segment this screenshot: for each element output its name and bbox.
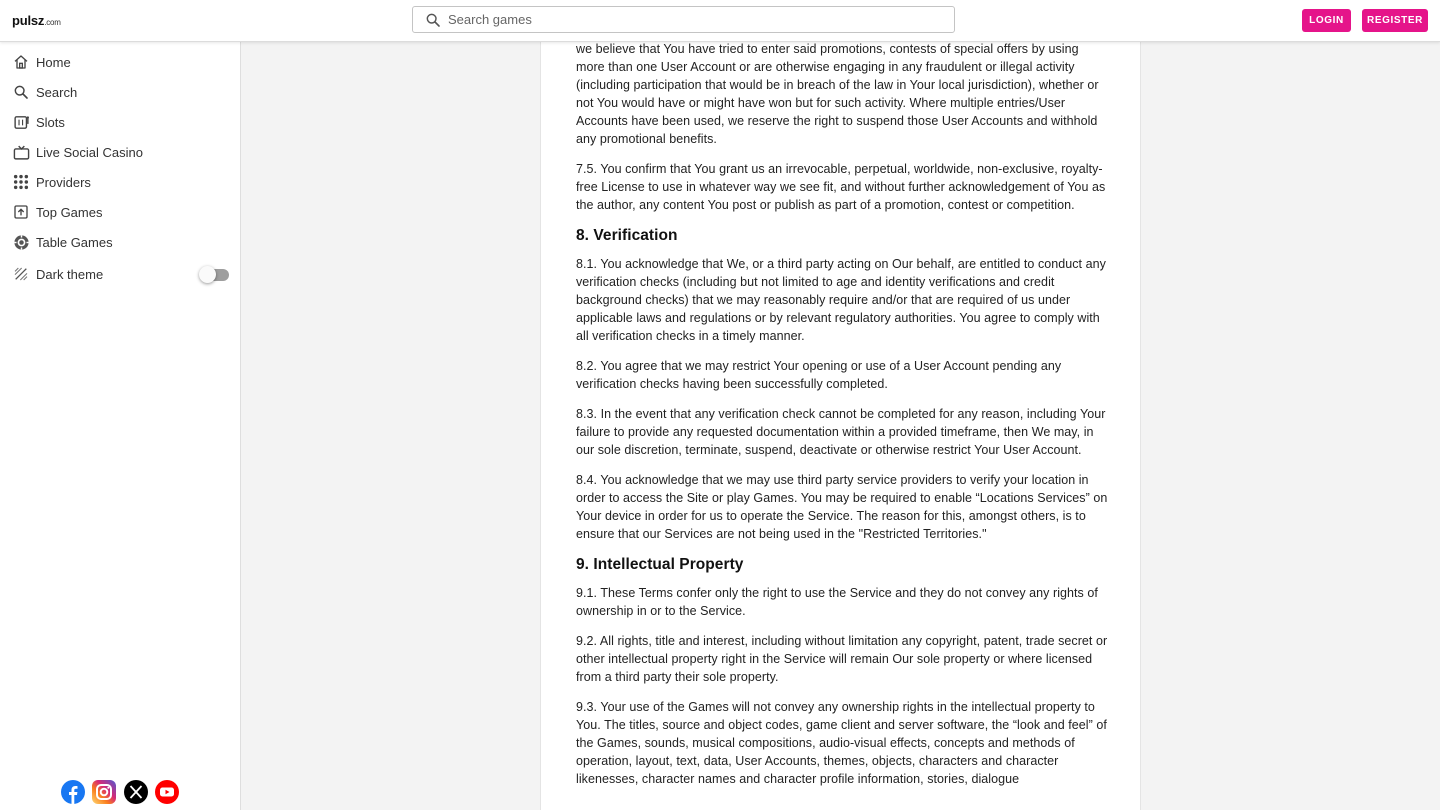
home-icon [12,53,30,71]
toggle-knob [199,266,216,283]
paragraph-9-3: 9.3. Your use of the Games will not convey any ownership rights in the intellectual property to You. The titles, source and object codes, game client and server software, the “look and feel” of the Games, sounds, musical compositions, audio-visual effects, concepts and methods of operation, layout, text, data, User Accounts, themes, objects, characters and character likenesses, character names and character profile information, stories, dialogue [576,700,1107,786]
top-header [0,0,1440,42]
search-icon [425,12,441,28]
sidebar-item-top-games[interactable] [0,197,240,227]
sidebar-item-label: Table Games [36,234,113,250]
logo-suffix: .com [44,18,61,27]
sidebar-item-providers[interactable] [0,167,240,197]
search-icon [12,83,30,101]
sidebar-item-label: Search [36,84,78,100]
paragraph-9-1: 9.1. These Terms confer only the right to use the Service and they do not convey any rights of ownership in or to the Service. [576,586,1098,618]
paragraph-8-2: 8.2. You agree that we may restrict Your opening or use of a User Account pending any verification checks having been successfully completed. [576,359,1062,391]
sidebar-item-label: Top Games [36,204,103,220]
sidebar-item-label: Providers [36,174,91,190]
sidebar-item-search[interactable] [0,77,240,107]
theme-icon [12,265,30,283]
facebook-icon[interactable] [61,780,85,804]
login-button[interactable]: LOGIN [1302,9,1351,32]
sidebar-item-label: Slots [36,114,65,130]
sidebar-item-label: Home [36,54,71,70]
paragraph-8-1: 8.1. You acknowledge that We, or a third party acting on Our behalf, are entitled to conduct any verification checks (including but not limited to age and identity verifications and credit background checks) that we may reasonably require and/or that are required of us under applicable laws and regulations or by relevant regulatory authorities. You agree to comply with all verification checks in a timely manner. [576,257,1106,343]
paragraph-7-4-continued: we believe that You have tried to enter said promotions, contests of special offers by using more than one User Account or are otherwise engaging in any fraudulent or illegal activity (including participation that would be in breach of the law in Your local jurisdiction), whether or not You would have or might have won but for such activity. Where multiple entries/User Accounts have been used, we reserve the right to suspend those User Accounts and withhold any promotional benefits. [576,42,1099,146]
sidebar-item-table-games[interactable] [0,227,240,257]
section-heading-intellectual-property: 9. Intellectual Property [576,556,744,573]
dark-theme-toggle[interactable] [201,269,229,281]
logo-text: pulsz [12,13,45,28]
pulsz-logo[interactable] [12,13,61,28]
x-icon[interactable] [124,780,148,804]
sidebar-item-live-social-casino[interactable] [0,137,240,167]
tv-icon [12,143,30,161]
youtube-icon[interactable] [155,780,179,804]
slots-icon [12,113,30,131]
register-button[interactable]: REGISTER [1362,9,1428,32]
paragraph-9-2: 9.2. All rights, title and interest, including without limitation any copyright, patent, trade secret or other intellectual property right in the Service will remain Our sole property or where licensed from a third party their sole property. [576,634,1108,684]
upload-box-icon [12,203,30,221]
sidebar [0,42,241,810]
grid-icon [12,173,30,191]
search-box[interactable] [412,6,955,33]
sidebar-item-slots[interactable] [0,107,240,137]
terms-content-panel[interactable] [540,42,1141,810]
paragraph-8-4: 8.4. You acknowledge that we may use third party service providers to verify your location in order to access the Site or play Games. You may be required to enable “Locations Services” on Your device in order for us to operate the Service. The reason for this, amongst others, is to ensure that our Services are not being used in the "Restricted Territories." [576,473,1108,541]
sidebar-item-label: Live Social Casino [36,144,143,160]
sidebar-item-home[interactable] [0,47,240,77]
dark-theme-label: Dark theme [36,266,104,282]
section-heading-verification: 8. Verification [576,227,678,244]
paragraph-7-5: 7.5. You confirm that You grant us an irrevocable, perpetual, worldwide, non-exclusive, royalty-free License to use in whatever way we see fit, and without further acknowledgement of You as the author, any content You post or publish as part of a promotion, contest or competition. [576,162,1106,212]
search-input[interactable] [448,12,928,27]
casino-chip-icon [12,233,30,251]
terms-document [576,42,1108,800]
paragraph-8-3: 8.3. In the event that any verification check cannot be completed for any reason, including Your failure to provide any requested documentation within a provided timeframe, then We may, in our sole discretion, terminate, suspend, deactivate or otherwise restrict Your User Account. [576,407,1106,457]
instagram-icon[interactable] [92,780,116,804]
